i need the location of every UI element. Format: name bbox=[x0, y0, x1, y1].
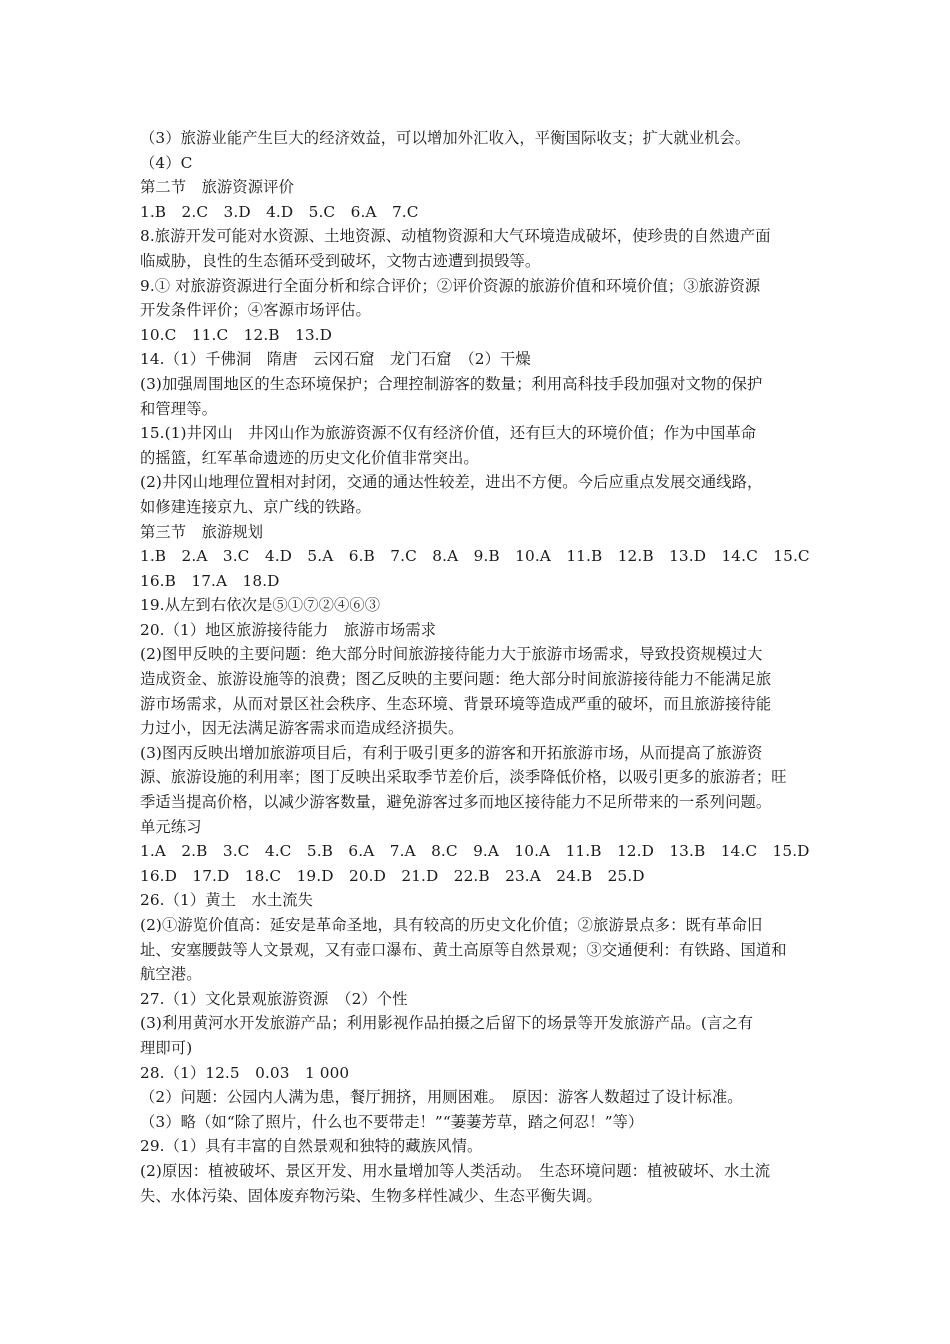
text-line: (2)井冈山地理位置相对封闭，交通的通达性较差，进出不方便。今后应重点发展交通线路， bbox=[140, 473, 763, 492]
text-line: 游市场需求，从而对景区社会秩序、生态环境、背景环境等造成严重的破坏，而且旅游接待能 bbox=[140, 694, 772, 713]
answer-key-page bbox=[140, 126, 815, 1208]
section-heading: 第三节 旅游规划 bbox=[140, 522, 264, 541]
text-line: 15.(1)井冈山 井冈山作为旅游资源不仅有经济价值，还有巨大的环境价值；作为中国革命 bbox=[140, 424, 757, 443]
section-heading: 单元练习 bbox=[140, 817, 202, 836]
text-line: （3）略（如“除了照片，什么也不要带走！”“萋萋芳草，踏之何忍！”等） bbox=[140, 1112, 644, 1131]
text-line: 理即可) bbox=[140, 1038, 193, 1057]
text-line: 和管理等。 bbox=[140, 399, 217, 418]
text-line: 失、水体污染、固体废弃物污染、生物多样性减少、生态平衡失调。 bbox=[140, 1186, 602, 1205]
text-line: 26.（1）黄土 水土流失 bbox=[140, 891, 314, 910]
text-line: 源、旅游设施的利用率；图丁反映出采取季节差价后，淡季降低价格，以吸引更多的旅游者；旺 bbox=[140, 768, 787, 787]
text-line: (3)加强周围地区的生态环境保护；合理控制游客的数量；利用高科技手段加强对文物的保护 bbox=[140, 374, 763, 393]
text-line: 力过小，因无法满足游客需求而造成经济损失。 bbox=[140, 719, 464, 738]
text-line: 19.从左到右依次是⑤①⑦②④⑥③ bbox=[140, 596, 381, 615]
text-line: 1.B 2.C 3.D 4.D 5.C 6.A 7.C bbox=[140, 202, 419, 221]
text-line: 航空港。 bbox=[140, 965, 202, 984]
text-line: 址、安塞腰鼓等人文景观，又有壶口瀑布、黄土高原等自然景观；③交通便利：有铁路、国道和 bbox=[140, 940, 787, 959]
text-line: 1.A 2.B 3.C 4.C 5.B 6.A 7.A 8.C 9.A 10.A 11.B 12.D 13.B 14.C 15.D bbox=[140, 842, 810, 861]
text-line: 27.（1）文化景观旅游资源 （2）个性 bbox=[140, 989, 408, 1008]
text-line: 9.① 对旅游资源进行全面分析和综合评价；②评价资源的旅游价值和环境价值；③旅游资源 bbox=[140, 276, 761, 295]
text-line: (3)利用黄河水开发旅游产品；利用影视作品拍摄之后留下的场景等开发旅游产品。(言之有 bbox=[140, 1014, 754, 1033]
section-heading: 第二节 旅游资源评价 bbox=[140, 178, 294, 197]
text-line: 临威胁，良性的生态循环受到破坏，文物古迹遭到损毁等。 bbox=[140, 251, 541, 270]
text-line: 14.（1）千佛洞 隋唐 云冈石窟 龙门石窟 （2）干燥 bbox=[140, 350, 531, 369]
text-line: 10.C 11.C 12.B 13.D bbox=[140, 325, 333, 344]
text-line: （3）旅游业能产生巨大的经济效益，可以增加外汇收入，平衡国际收支；扩大就业机会。 bbox=[140, 129, 751, 147]
text-line: 29.（1）具有丰富的自然景观和独特的藏族风情。 bbox=[140, 1137, 483, 1156]
text-line: 20.（1）地区旅游接待能力 旅游市场需求 bbox=[140, 620, 437, 639]
text-line: (3)图丙反映出增加旅游项目后，有利于吸引更多的游客和开拓旅游市场，从而提高了旅游资 bbox=[140, 743, 763, 762]
text-line: 16.B 17.A 18.D bbox=[140, 571, 280, 590]
text-line: （4）C bbox=[140, 153, 193, 172]
text-line: (2)原因：植被破坏、景区开发、用水量增加等人类活动。 生态环境问题：植被破坏、水土流 bbox=[140, 1161, 771, 1180]
text-line: 1.B 2.A 3.C 4.D 5.A 6.B 7.C 8.A 9.B 10.A 11.B 12.B 13.D 14.C 15.C bbox=[140, 547, 810, 566]
text-line: 28.（1）12.5 0.03 1 000 bbox=[140, 1063, 350, 1082]
text-line: 开发条件评价；④客源市场评估。 bbox=[140, 301, 371, 320]
text-line: (2)①游览价值高：延安是革命圣地，具有较高的历史文化价值；②旅游景点多：既有革命旧 bbox=[140, 916, 763, 934]
text-line: 造成资金、旅游设施等的浪费；图乙反映的主要问题：绝大部分时间旅游接待能力不能满足旅 bbox=[140, 670, 772, 689]
text-line: (2)图甲反映的主要问题：绝大部分时间旅游接待能力大于旅游市场需求，导致投资规模过大 bbox=[140, 645, 763, 664]
text-line: 8.旅游开发可能对水资源、土地资源、动植物资源和大气环境造成破坏，使珍贵的自然遗产面 bbox=[140, 227, 771, 246]
text-line: 如修建连接京九、京广线的铁路。 bbox=[140, 497, 371, 516]
text-line: 16.D 17.D 18.C 19.D 20.D 21.D 22.B 23.A 24.B 25.D bbox=[140, 866, 645, 885]
text-line: 的摇篮，红军革命遗迹的历史文化价值非常突出。 bbox=[140, 448, 479, 467]
text-line: 季适当提高价格，以减少游客数量，避免游客过多而地区接待能力不足所带来的一系列问题。 bbox=[140, 793, 772, 812]
text-line: （2）问题：公园内人满为患，餐厅拥挤，用厕困难。 原因：游客人数超过了设计标准。 bbox=[140, 1088, 743, 1107]
